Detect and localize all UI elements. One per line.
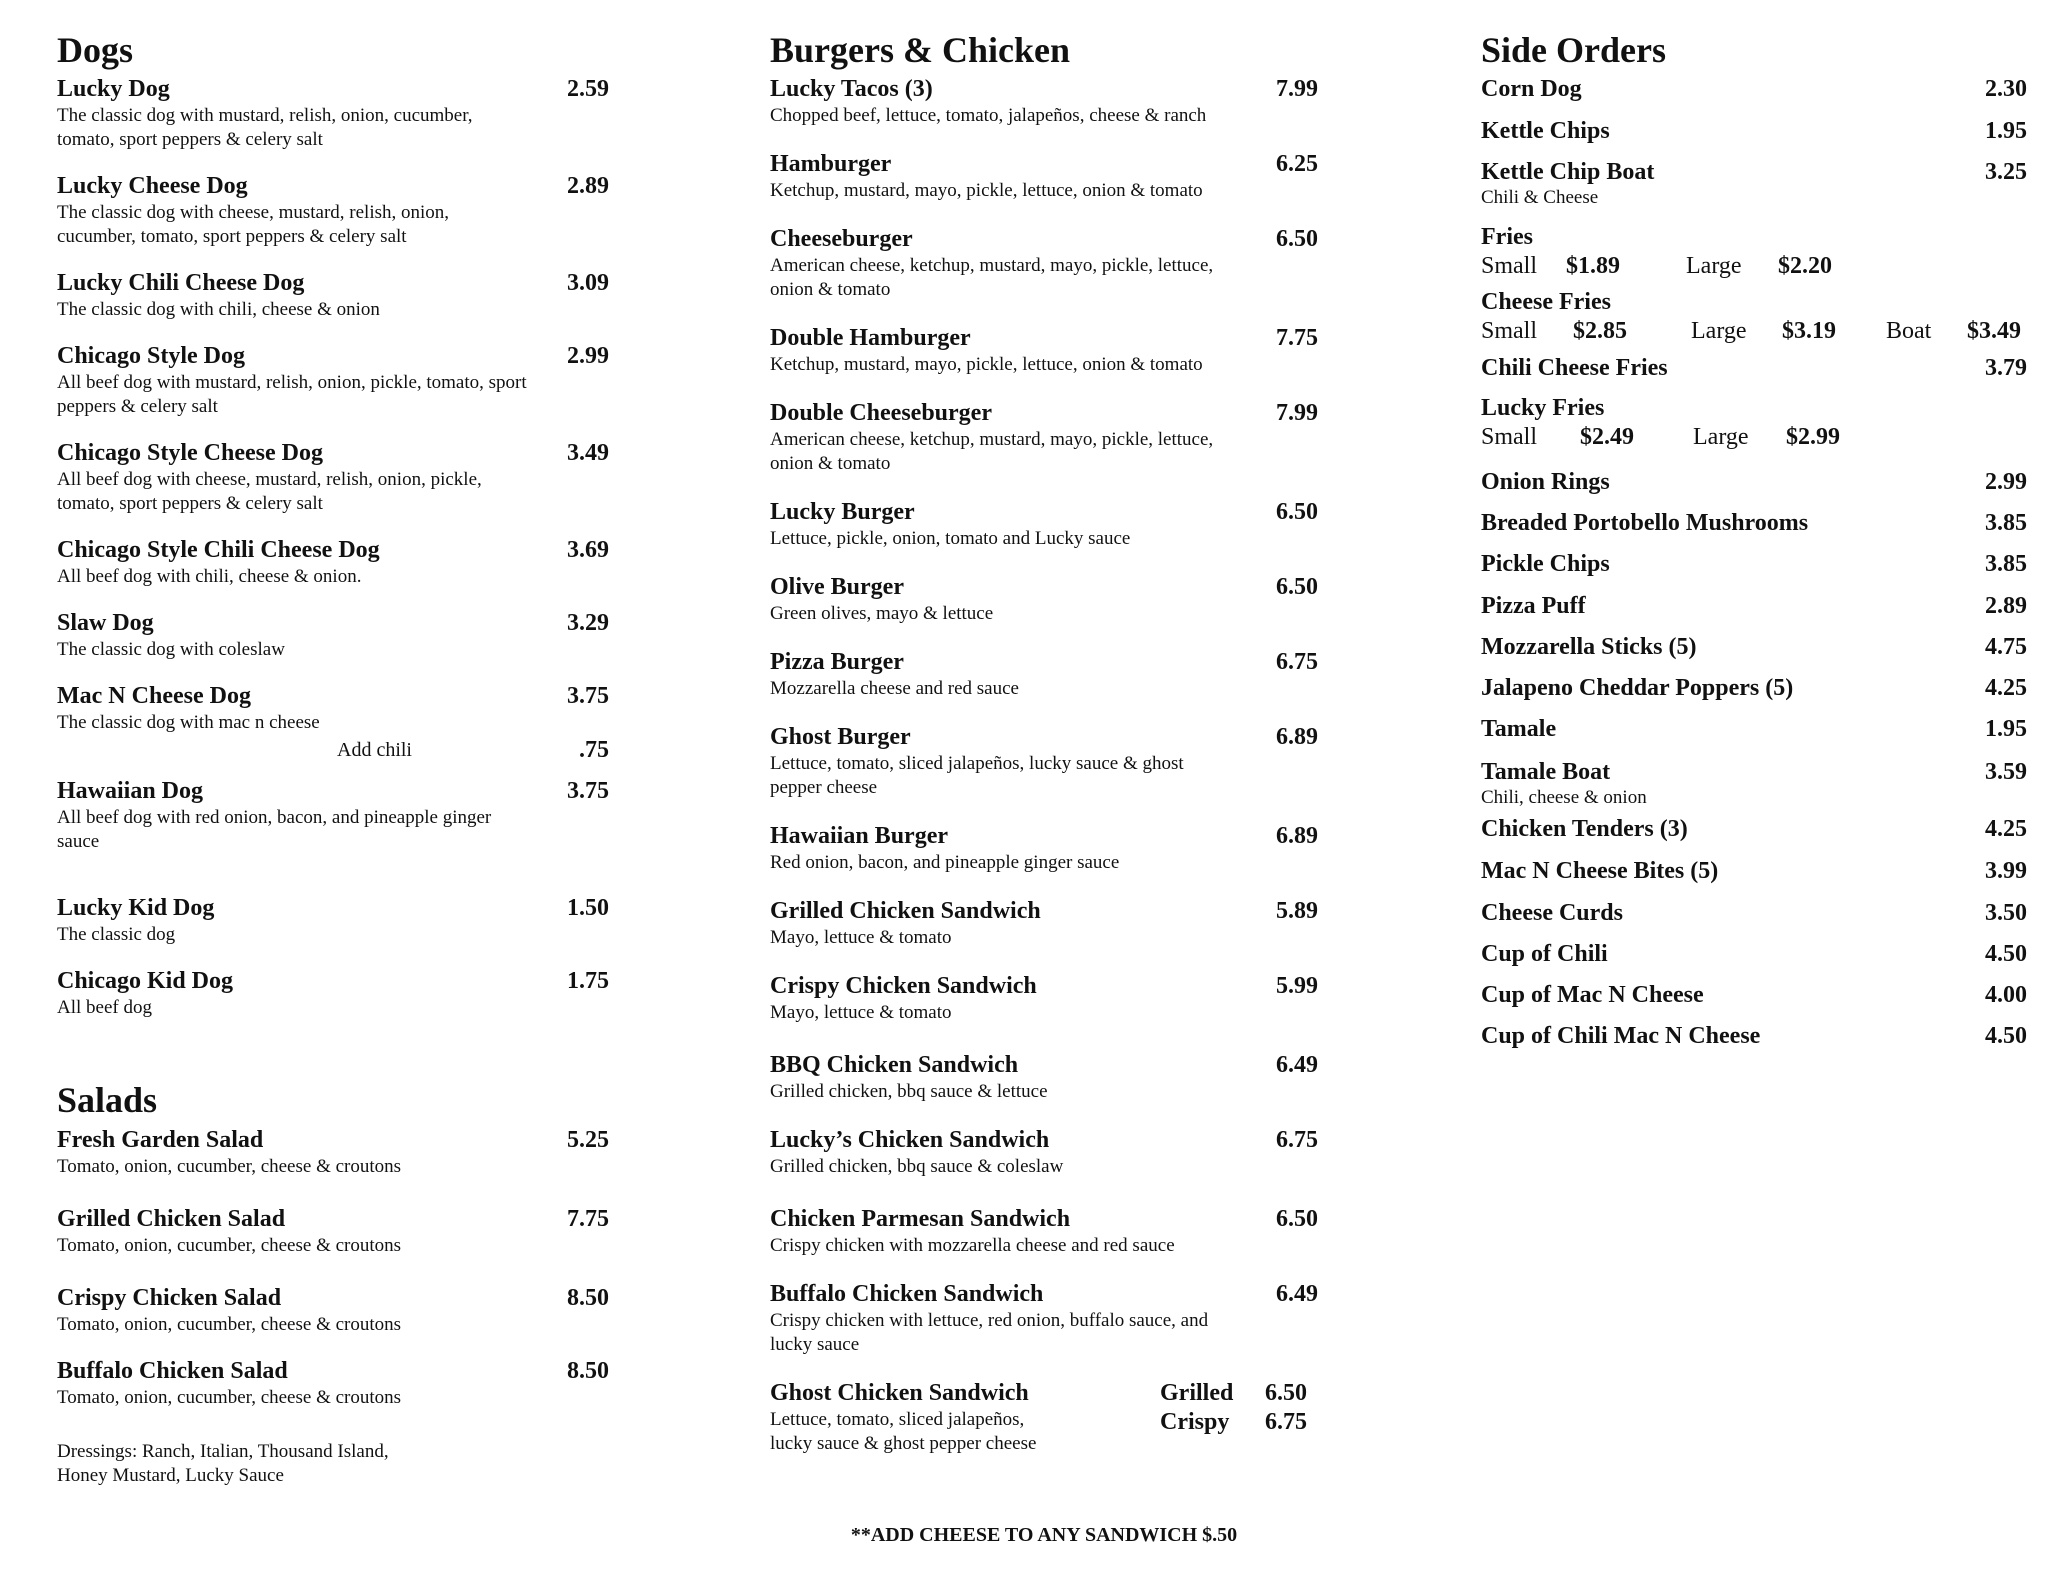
item-name: Onion Rings [1481, 469, 1610, 496]
item-name: Mac N Cheese Dog [57, 683, 251, 710]
item-price: 3.85 [1985, 510, 2027, 537]
size-label: Small [1481, 253, 1538, 280]
size-price: $3.49 [1967, 318, 2021, 345]
item-name: Mozzarella Sticks (5) [1481, 634, 1697, 661]
item-name: Chicago Style Dog [57, 343, 245, 370]
size-label: Large [1691, 318, 1747, 345]
item-desc: The classic dog with mac n cheese [57, 712, 320, 734]
item-name: Buffalo Chicken Salad [57, 1357, 288, 1384]
item-desc: The classic dog with cheese, mustard, relish, onion, cucumber, tomato, sport peppers & celery salt [57, 202, 450, 248]
item-name: Fresh Garden Salad [57, 1126, 264, 1153]
item-name: Cup of Mac N Cheese [1481, 982, 1704, 1009]
size-price: $3.19 [1782, 318, 1836, 345]
item-desc: Lettuce, pickle, onion, tomato and Lucky sauce [770, 528, 1131, 550]
size-price: $2.99 [1786, 424, 1840, 451]
menu-item [1481, 468, 2027, 497]
item-name: Lucky Fries [1481, 395, 1605, 422]
item-desc: All beef dog with red onion, bacon, and pineapple ginger sauce [57, 807, 492, 853]
item-price: 4.00 [1985, 982, 2027, 1009]
item-name: Lucky Burger [770, 499, 915, 526]
item-desc: Mayo, lettuce & tomato [770, 1002, 952, 1024]
item-name: Kettle Chips [1481, 118, 1610, 145]
menu-item [770, 1280, 1318, 1357]
item-name: Cheese Curds [1481, 900, 1623, 927]
item-desc: Chili & Cheese [1481, 187, 1599, 209]
item-name: Fries [1481, 224, 1533, 251]
item-price: 6.25 [1276, 151, 1318, 178]
item-desc: American cheese, ketchup, mustard, mayo, pickle, lettuce, onion & tomato [770, 429, 1214, 475]
item-price: 3.79 [1985, 355, 2027, 382]
item-price: 7.99 [1276, 400, 1318, 427]
menu-item [1481, 158, 2027, 209]
item-name: Hawaiian Dog [57, 778, 204, 805]
item-name: Hamburger [770, 151, 892, 178]
item-name: Tamale Boat [1481, 759, 1611, 786]
menu-item [770, 324, 1318, 377]
item-price: 2.30 [1985, 76, 2027, 103]
item-name: Buffalo Chicken Sandwich [770, 1281, 1044, 1308]
item-desc: Ketchup, mustard, mayo, pickle, lettuce, onion & tomato [770, 354, 1203, 376]
size-options [1481, 423, 2027, 452]
size-label: Boat [1886, 318, 1932, 345]
item-price: 6.50 [1276, 499, 1318, 526]
item-name: Ghost Burger [770, 724, 911, 751]
item-price: 4.50 [1985, 941, 2027, 968]
option-price: 6.75 [1265, 1409, 1307, 1436]
menu-item [1481, 899, 2027, 928]
menu-item [1481, 550, 2027, 579]
item-name: Chicken Tenders (3) [1481, 816, 1688, 843]
item-price: 3.75 [567, 778, 609, 805]
item-price: 4.25 [1985, 816, 2027, 843]
item-price: 6.75 [1276, 649, 1318, 676]
column-burgers-chicken [770, 30, 1318, 1456]
menu-item [1481, 509, 2027, 538]
price-options [1160, 1379, 1307, 1456]
item-price: 1.50 [567, 895, 609, 922]
item-price: 6.50 [1276, 1206, 1318, 1233]
item-price: 7.99 [1276, 76, 1318, 103]
item-price: 4.75 [1985, 634, 2027, 661]
menu-item [57, 682, 609, 763]
option-label: Crispy [1160, 1409, 1230, 1436]
column-side-orders [1481, 30, 2027, 1051]
item-desc: Lettuce, tomato, sliced jalapeños, lucky sauce & ghost pepper cheese [770, 1409, 1037, 1455]
menu-item [57, 967, 609, 1020]
menu-item [57, 536, 609, 589]
item-price: 3.59 [1985, 759, 2027, 786]
dressings-note [57, 1440, 609, 1488]
item-price: 1.95 [1985, 118, 2027, 145]
option-price: 6.50 [1265, 1380, 1307, 1407]
menu-item [770, 822, 1318, 875]
item-name: Cup of Chili [1481, 941, 1608, 968]
item-name: Cheese Fries [1481, 289, 1611, 316]
column-dogs-salads [57, 30, 609, 1488]
menu-item [1481, 815, 2027, 844]
item-price: 5.89 [1276, 898, 1318, 925]
item-desc: Tomato, onion, cucumber, cheese & croutons [57, 1155, 402, 1177]
size-price: $1.89 [1566, 253, 1620, 280]
add-cheese-note: **ADD CHEESE TO ANY SANDWICH $.50 [850, 1524, 1238, 1546]
menu-item [770, 225, 1318, 302]
menu-item [57, 1357, 609, 1410]
addon-label: Add chili [337, 739, 412, 762]
section-title-dogs: Dogs [57, 30, 134, 70]
item-name: Lucky’s Chicken Sandwich [770, 1127, 1050, 1154]
addon-row [57, 737, 609, 763]
dressings-line: Honey Mustard, Lucky Sauce [57, 1464, 284, 1486]
item-name: Hawaiian Burger [770, 823, 948, 850]
item-name: Crispy Chicken Sandwich [770, 973, 1037, 1000]
menu-item [770, 573, 1318, 626]
item-name: Chicago Kid Dog [57, 968, 234, 995]
item-name: Lucky Cheese Dog [57, 173, 248, 200]
menu-item [57, 172, 609, 249]
menu-item [770, 1126, 1318, 1179]
menu-item [770, 399, 1318, 476]
item-desc: Ketchup, mustard, mayo, pickle, lettuce, onion & tomato [770, 180, 1203, 202]
item-desc: The classic dog with coleslaw [57, 639, 285, 661]
item-name: Double Hamburger [770, 325, 971, 352]
item-name: Kettle Chip Boat [1481, 159, 1655, 186]
item-desc: Chili, cheese & onion [1481, 787, 1647, 809]
item-desc: Tomato, onion, cucumber, cheese & croutons [57, 1313, 402, 1335]
section-title-salads: Salads [57, 1080, 158, 1121]
item-desc: Tomato, onion, cucumber, cheese & croutons [57, 1234, 402, 1256]
menu-item [770, 1051, 1318, 1104]
item-price: 2.89 [567, 173, 609, 200]
item-desc: Tomato, onion, cucumber, cheese & croutons [57, 1386, 402, 1408]
menu-item [1481, 715, 2027, 744]
item-name: Grilled Chicken Sandwich [770, 898, 1041, 925]
item-price: 2.59 [567, 76, 609, 103]
size-label: Large [1686, 253, 1742, 280]
menu-item [1481, 1022, 2027, 1051]
item-price: 3.29 [567, 610, 609, 637]
menu-item [57, 342, 609, 419]
size-price: $2.20 [1778, 253, 1832, 280]
item-name: Mac N Cheese Bites (5) [1481, 858, 1719, 885]
item-price: 3.85 [1985, 551, 2027, 578]
item-price: 8.50 [567, 1357, 609, 1384]
item-price: 5.25 [567, 1126, 609, 1153]
menu-item [1481, 940, 2027, 969]
item-price: 6.49 [1276, 1281, 1318, 1308]
item-price: 6.89 [1276, 823, 1318, 850]
item-desc: All beef dog with cheese, mustard, relish, onion, pickle, tomato, sport peppers & celery salt [57, 469, 482, 515]
item-price: 2.99 [567, 343, 609, 370]
item-name: Jalapeno Cheddar Poppers (5) [1481, 675, 1794, 702]
item-price: 6.75 [1276, 1127, 1318, 1154]
item-name: Double Cheeseburger [770, 400, 992, 427]
menu-item-cheese-fries [1481, 288, 2027, 346]
item-price: 3.49 [567, 440, 609, 467]
menu-item [1481, 758, 2027, 809]
size-label: Small [1481, 318, 1538, 345]
item-name: Cup of Chili Mac N Cheese [1481, 1023, 1761, 1050]
item-name: Pizza Burger [770, 649, 904, 676]
item-name: Breaded Portobello Mushrooms [1481, 510, 1809, 537]
item-desc: Mozzarella cheese and red sauce [770, 678, 1019, 700]
item-price: 2.89 [1985, 593, 2027, 620]
item-price: 3.69 [567, 537, 609, 564]
menu-item [57, 75, 609, 152]
item-desc: Mayo, lettuce & tomato [770, 927, 952, 949]
menu-item [57, 609, 609, 662]
option-label: Grilled [1160, 1380, 1234, 1407]
menu-item-fries [1481, 223, 2027, 281]
section-title-sides: Side Orders [1481, 30, 1666, 70]
item-desc: Chopped beef, lettuce, tomato, jalapeños, cheese & ranch [770, 105, 1207, 127]
menu-item [57, 1205, 609, 1258]
item-name: Tamale [1481, 716, 1557, 743]
item-price: 8.50 [567, 1284, 609, 1311]
item-name: Lucky Kid Dog [57, 895, 215, 922]
size-label: Large [1693, 424, 1749, 451]
menu-item [57, 1126, 609, 1179]
size-label: Small [1481, 424, 1538, 451]
item-desc: All beef dog with chili, cheese & onion. [57, 566, 362, 588]
item-name: BBQ Chicken Sandwich [770, 1052, 1019, 1079]
item-price: 4.25 [1985, 675, 2027, 702]
item-price: 1.95 [1985, 716, 2027, 743]
menu-item [1481, 857, 2027, 886]
menu-item [770, 897, 1318, 950]
item-price: 4.50 [1985, 1023, 2027, 1050]
item-name: Pickle Chips [1481, 551, 1610, 578]
item-price: 1.75 [567, 968, 609, 995]
menu-item-ghost-chicken [770, 1379, 1318, 1456]
item-desc: Crispy chicken with mozzarella cheese and red sauce [770, 1235, 1175, 1257]
item-name: Chicago Style Chili Cheese Dog [57, 537, 380, 564]
dressings-line: Dressings: Ranch, Italian, Thousand Island, [57, 1440, 389, 1462]
item-name: Olive Burger [770, 574, 904, 601]
menu-item [1481, 674, 2027, 703]
size-price: $2.85 [1573, 318, 1627, 345]
item-name: Grilled Chicken Salad [57, 1205, 286, 1232]
item-price: 3.25 [1985, 159, 2027, 186]
menu-item [770, 648, 1318, 701]
item-name: Chili Cheese Fries [1481, 355, 1668, 382]
menu-item-lucky-fries [1481, 394, 2027, 452]
dogs-list [57, 75, 609, 1020]
section-title-burgers: Burgers & Chicken [770, 30, 1070, 70]
item-desc: Lettuce, tomato, sliced jalapeños, lucky sauce & ghost pepper cheese [770, 753, 1184, 799]
item-desc: The classic dog with chili, cheese & onion [57, 299, 380, 321]
menu-item [1481, 592, 2027, 621]
item-name: Lucky Dog [57, 76, 170, 103]
item-price: 6.49 [1276, 1052, 1318, 1079]
menu-item [770, 150, 1318, 203]
item-desc: Crispy chicken with lettuce, red onion, buffalo sauce, and lucky sauce [770, 1310, 1209, 1356]
item-name: Lucky Tacos (3) [770, 76, 933, 103]
item-price: 6.89 [1276, 724, 1318, 751]
item-price: 6.50 [1276, 574, 1318, 601]
menu-item [57, 439, 609, 516]
item-price: 7.75 [1276, 325, 1318, 352]
menu-item [57, 894, 609, 947]
menu-item [770, 1205, 1318, 1258]
item-desc: All beef dog with mustard, relish, onion, pickle, tomato, sport peppers & celery salt [57, 372, 527, 418]
item-name: Cheeseburger [770, 226, 913, 253]
item-price: 2.99 [1985, 469, 2027, 496]
menu-item [1481, 633, 2027, 662]
item-price: 7.75 [567, 1205, 609, 1232]
menu-item [57, 1284, 609, 1337]
item-name: Corn Dog [1481, 76, 1582, 103]
size-options [1481, 317, 2027, 346]
item-desc: Grilled chicken, bbq sauce & coleslaw [770, 1156, 1064, 1178]
menu-item [57, 777, 609, 854]
item-price: 3.99 [1985, 858, 2027, 885]
item-desc: Red onion, bacon, and pineapple ginger sauce [770, 852, 1120, 874]
item-name: Lucky Chili Cheese Dog [57, 270, 305, 297]
item-price: 3.75 [567, 683, 609, 710]
item-name: Chicken Parmesan Sandwich [770, 1206, 1071, 1233]
menu-item [770, 498, 1318, 551]
item-name: Crispy Chicken Salad [57, 1284, 282, 1311]
menu-item [1481, 354, 2027, 383]
item-price: 3.09 [567, 270, 609, 297]
menu-item [1481, 75, 2027, 104]
menu-item [770, 972, 1318, 1025]
salads-list [57, 1126, 609, 1488]
menu-item [57, 269, 609, 322]
item-name: Chicago Style Cheese Dog [57, 440, 323, 467]
size-options [1481, 252, 2027, 281]
menu-item [1481, 981, 2027, 1010]
item-desc: All beef dog [57, 997, 152, 1019]
item-desc: Green olives, mayo & lettuce [770, 603, 994, 625]
menu-item [1481, 117, 2027, 146]
addon-price: .75 [579, 737, 609, 764]
item-price: 6.50 [1276, 226, 1318, 253]
item-desc: The classic dog with mustard, relish, onion, cucumber, tomato, sport peppers & celery salt [57, 105, 473, 151]
item-price: 3.50 [1985, 900, 2027, 927]
size-price: $2.49 [1580, 424, 1634, 451]
item-price: 5.99 [1276, 973, 1318, 1000]
item-name: Ghost Chicken Sandwich [770, 1380, 1029, 1407]
item-name: Slaw Dog [57, 610, 154, 637]
item-desc: Grilled chicken, bbq sauce & lettuce [770, 1081, 1048, 1103]
item-desc: The classic dog [57, 924, 176, 946]
item-name: Pizza Puff [1481, 593, 1586, 620]
menu-item [770, 723, 1318, 800]
menu-item [770, 75, 1318, 128]
item-desc: American cheese, ketchup, mustard, mayo, pickle, lettuce, onion & tomato [770, 255, 1214, 301]
